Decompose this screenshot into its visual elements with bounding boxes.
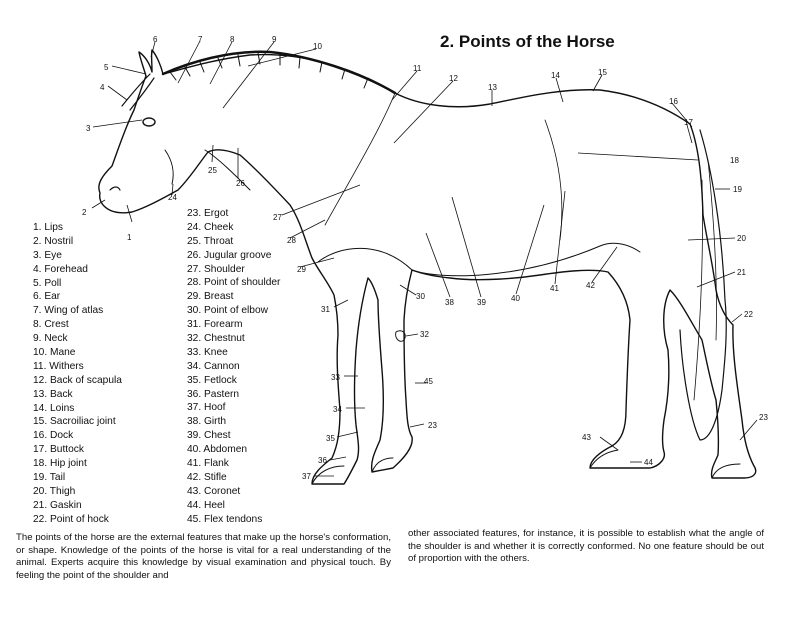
marker-10: 10	[313, 42, 322, 51]
legend-item: 43. Coronet	[187, 485, 241, 497]
marker-7: 7	[198, 35, 203, 44]
marker-44: 44	[644, 458, 653, 467]
marker-45: 45	[424, 377, 433, 386]
legend-item: 31. Forearm	[187, 319, 243, 331]
marker-3: 3	[86, 124, 91, 133]
marker-2: 2	[82, 208, 87, 217]
legend-item: 20. Thigh	[33, 485, 76, 497]
legend-item: 3. Eye	[33, 249, 62, 261]
intro-paragraph-right: other associated features, for instance, it is possible to establish what the angle of the shoulder is and whether it is correctly conformed. No one feature should be out of proportion with the others.	[408, 528, 764, 565]
legend-item: 8. Crest	[33, 319, 69, 331]
marker-29: 29	[297, 265, 306, 274]
legend-item: 44. Heel	[187, 499, 225, 511]
legend-item: 2. Nostril	[33, 235, 74, 247]
marker-9: 9	[272, 35, 277, 44]
marker-25: 25	[208, 166, 217, 175]
marker-28: 28	[287, 236, 296, 245]
legend-item: 1. Lips	[33, 222, 64, 233]
marker-22: 22	[744, 310, 753, 319]
legend-item: 18. Hip joint	[33, 458, 87, 470]
legend-item: 21. Gaskin	[33, 499, 82, 511]
intro-paragraph-left: The points of the horse are the external features that make up the horse's conformation, or shape. Knowledge of the points of the horse is vital for a real understanding of the animal. Experts acquire this knowledge by visual examination and physical touch. By feeling the point of the shoulder and	[16, 532, 391, 581]
marker-37: 37	[302, 472, 311, 481]
points-legend-left	[33, 221, 122, 527]
legend-item: 29. Breast	[187, 291, 234, 303]
marker-15: 15	[598, 68, 607, 77]
legend-item: 16. Dock	[33, 430, 74, 442]
legend-item: 15. Sacroiliac joint	[33, 416, 116, 428]
diagram-title: 2. Points of the Horse	[440, 32, 615, 51]
legend-item: 7. Wing of atlas	[33, 305, 104, 317]
marker-18: 18	[730, 156, 739, 165]
marker-11: 11	[413, 64, 422, 73]
marker-8: 8	[230, 35, 235, 44]
marker-39: 39	[477, 298, 486, 307]
marker-1: 1	[127, 233, 132, 242]
legend-item: 41. Flank	[187, 458, 229, 470]
legend-item: 42. Stifle	[187, 471, 227, 483]
legend-item: 39. Chest	[187, 430, 231, 442]
marker-24: 24	[168, 193, 177, 202]
legend-item: 37. Hoof	[187, 402, 226, 414]
marker-23-fore: 23	[428, 421, 437, 430]
legend-item: 23. Ergot	[187, 208, 229, 219]
legend-item: 6. Ear	[33, 291, 61, 303]
marker-34: 34	[333, 405, 342, 414]
marker-43: 43	[582, 433, 591, 442]
legend-item: 30. Point of elbow	[187, 305, 268, 317]
marker-14: 14	[551, 71, 560, 80]
legend-item: 40. Abdomen	[187, 444, 248, 456]
marker-12: 12	[449, 74, 458, 83]
marker-30: 30	[416, 292, 425, 301]
legend-item: 12. Back of scapula	[33, 374, 122, 386]
marker-40: 40	[511, 294, 520, 303]
legend-item: 24. Cheek	[187, 221, 234, 233]
marker-36: 36	[318, 456, 327, 465]
marker-19: 19	[733, 185, 742, 194]
marker-31: 31	[321, 305, 330, 314]
legend-item: 45. Flex tendons	[187, 513, 263, 525]
legend-item: 11. Withers	[33, 360, 84, 372]
marker-35: 35	[326, 434, 335, 443]
points-legend-right	[187, 207, 280, 526]
marker-13: 13	[488, 83, 497, 92]
legend-item: 35. Fetlock	[187, 374, 237, 386]
marker-23-hind: 23	[759, 413, 768, 422]
marker-4: 4	[100, 83, 105, 92]
legend-item: 13. Back	[33, 388, 73, 400]
legend-item: 14. Loins	[33, 402, 75, 414]
legend-item: 38. Girth	[187, 416, 227, 428]
marker-33: 33	[331, 373, 340, 382]
legend-item: 33. Knee	[187, 346, 228, 358]
marker-26: 26	[236, 179, 245, 188]
marker-21: 21	[737, 268, 746, 277]
legend-item: 5. Poll	[33, 277, 62, 289]
marker-6: 6	[153, 35, 158, 44]
legend-item: 28. Point of shoulder	[187, 277, 281, 289]
legend-item: 32. Chestnut	[187, 333, 245, 345]
marker-17: 17	[684, 118, 693, 127]
marker-41: 41	[550, 284, 559, 293]
legend-item: 4. Forehead	[33, 263, 88, 275]
legend-item: 34. Cannon	[187, 360, 240, 372]
marker-27: 27	[273, 213, 282, 222]
marker-16: 16	[669, 97, 678, 106]
marker-5: 5	[104, 63, 109, 72]
legend-item: 19. Tail	[33, 472, 66, 484]
marker-38: 38	[445, 298, 454, 307]
legend-item: 36. Pastern	[187, 388, 240, 400]
legend-item: 10. Mane	[33, 347, 76, 359]
legend-item: 27. Shoulder	[187, 263, 245, 275]
legend-item: 26. Jugular groove	[187, 249, 272, 261]
legend-item: 25. Throat	[187, 235, 234, 247]
legend-item: 9. Neck	[33, 333, 68, 345]
marker-20: 20	[737, 234, 746, 243]
legend-item: 22. Point of hock	[33, 513, 109, 525]
legend-item: 17. Buttock	[33, 444, 84, 456]
marker-32: 32	[420, 330, 429, 339]
marker-42: 42	[586, 281, 595, 290]
